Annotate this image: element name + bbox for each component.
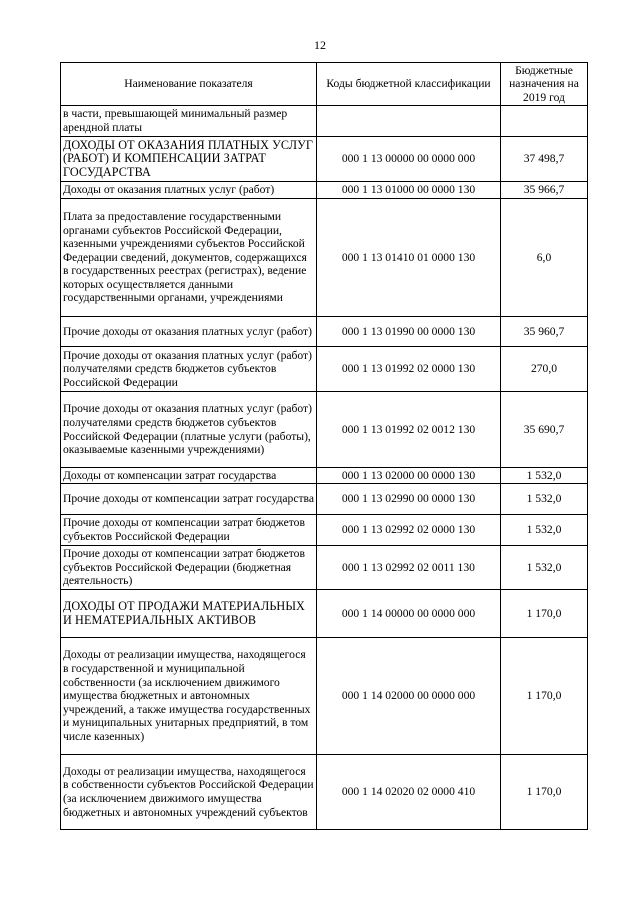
row-amount: 270,0 <box>501 347 588 392</box>
row-code: 000 1 14 02000 00 0000 000 <box>317 638 501 755</box>
row-amount: 35 966,7 <box>501 182 588 199</box>
row-amount: 37 498,7 <box>501 137 588 182</box>
table-row <box>61 590 588 638</box>
table-row <box>61 182 588 199</box>
row-name: Прочие доходы от оказания платных услуг (работ) получателями средств бюджетов субъектов Российской Федерации (платные услуги (работы), оказываемые казенными учреждениями) <box>61 392 317 468</box>
row-code: 000 1 13 00000 00 0000 000 <box>317 137 501 182</box>
row-code: 000 1 13 01992 02 0012 130 <box>317 392 501 468</box>
row-code: 000 1 13 01410 01 0000 130 <box>317 199 501 317</box>
row-name: Доходы от реализации имущества, находящегося в собственности субъектов Российской Федерации (за исключением движимого имущества бюджетных и автономных учреждений субъектов <box>61 755 317 830</box>
row-amount: 1 532,0 <box>501 484 588 515</box>
row-amount <box>501 106 588 137</box>
row-code: 000 1 14 00000 00 0000 000 <box>317 590 501 638</box>
row-code: 000 1 13 01990 00 0000 130 <box>317 317 501 347</box>
header-indicator-name: Наименование показателя <box>61 63 317 106</box>
row-amount: 35 690,7 <box>501 392 588 468</box>
table-row <box>61 317 588 347</box>
page-number: 12 <box>314 38 326 52</box>
table-row <box>61 392 588 468</box>
table-row <box>61 515 588 546</box>
header-classification-code: Коды бюджетной классификации <box>317 63 501 106</box>
row-code: 000 1 14 02020 02 0000 410 <box>317 755 501 830</box>
table-row <box>61 755 588 830</box>
table-row <box>61 546 588 590</box>
table-row <box>61 468 588 484</box>
row-amount: 1 532,0 <box>501 546 588 590</box>
row-code: 000 1 13 01992 02 0000 130 <box>317 347 501 392</box>
row-name: Доходы от оказания платных услуг (работ) <box>61 182 317 199</box>
row-name: Доходы от компенсации затрат государства <box>61 468 317 484</box>
row-code: 000 1 13 02990 00 0000 130 <box>317 484 501 515</box>
row-code: 000 1 13 02992 02 0011 130 <box>317 546 501 590</box>
row-name: Прочие доходы от компенсации затрат бюджетов субъектов Российской Федерации <box>61 515 317 546</box>
row-amount: 1 170,0 <box>501 590 588 638</box>
row-amount: 35 960,7 <box>501 317 588 347</box>
row-amount: 1 170,0 <box>501 638 588 755</box>
row-name: Прочие доходы от компенсации затрат бюджетов субъектов Российской Федерации (бюджетная деятельность) <box>61 546 317 590</box>
table-row <box>61 484 588 515</box>
row-code: 000 1 13 01000 00 0000 130 <box>317 182 501 199</box>
row-name: ДОХОДЫ ОТ ОКАЗАНИЯ ПЛАТНЫХ УСЛУГ (РАБОТ) И КОМПЕНСАЦИИ ЗАТРАТ ГОСУДАРСТВА <box>61 137 317 182</box>
row-name: Прочие доходы от оказания платных услуг (работ) получателями средств бюджетов субъектов Российской Федерации <box>61 347 317 392</box>
table-header-row <box>61 63 588 106</box>
table-row <box>61 638 588 755</box>
row-amount: 1 170,0 <box>501 755 588 830</box>
row-code: 000 1 13 02992 02 0000 130 <box>317 515 501 546</box>
table-row <box>61 199 588 317</box>
table-row <box>61 137 588 182</box>
budget-revenue-table <box>60 62 588 830</box>
row-amount: 1 532,0 <box>501 468 588 484</box>
row-name: в части, превышающей минимальный размер арендной платы <box>61 106 317 137</box>
row-amount: 6,0 <box>501 199 588 317</box>
row-amount: 1 532,0 <box>501 515 588 546</box>
row-name: Плата за предоставление государственными органами субъектов Российской Федерации, казенными учреждениями субъектов Российской Федерации сведений, документов, содержащихся в государственных реестрах (регистрах), ведение которых осуществляется данными государственными органами, учреждениями <box>61 199 317 317</box>
table-row <box>61 347 588 392</box>
row-code: 000 1 13 02000 00 0000 130 <box>317 468 501 484</box>
row-name: Доходы от реализации имущества, находящегося в государственной и муниципальной собственности (за исключением движимого имущества бюджетных и автономных учреждений, а также имущества государственных и муниципальных унитарных предприятий, в том числе казенных) <box>61 638 317 755</box>
table-row <box>61 106 588 137</box>
header-budget-amount: Бюджетные назначения на 2019 год <box>501 63 588 106</box>
row-name: ДОХОДЫ ОТ ПРОДАЖИ МАТЕРИАЛЬНЫХ И НЕМАТЕРИАЛЬНЫХ АКТИВОВ <box>61 590 317 638</box>
row-name: Прочие доходы от компенсации затрат государства <box>61 484 317 515</box>
row-code <box>317 106 501 137</box>
row-name: Прочие доходы от оказания платных услуг (работ) <box>61 317 317 347</box>
